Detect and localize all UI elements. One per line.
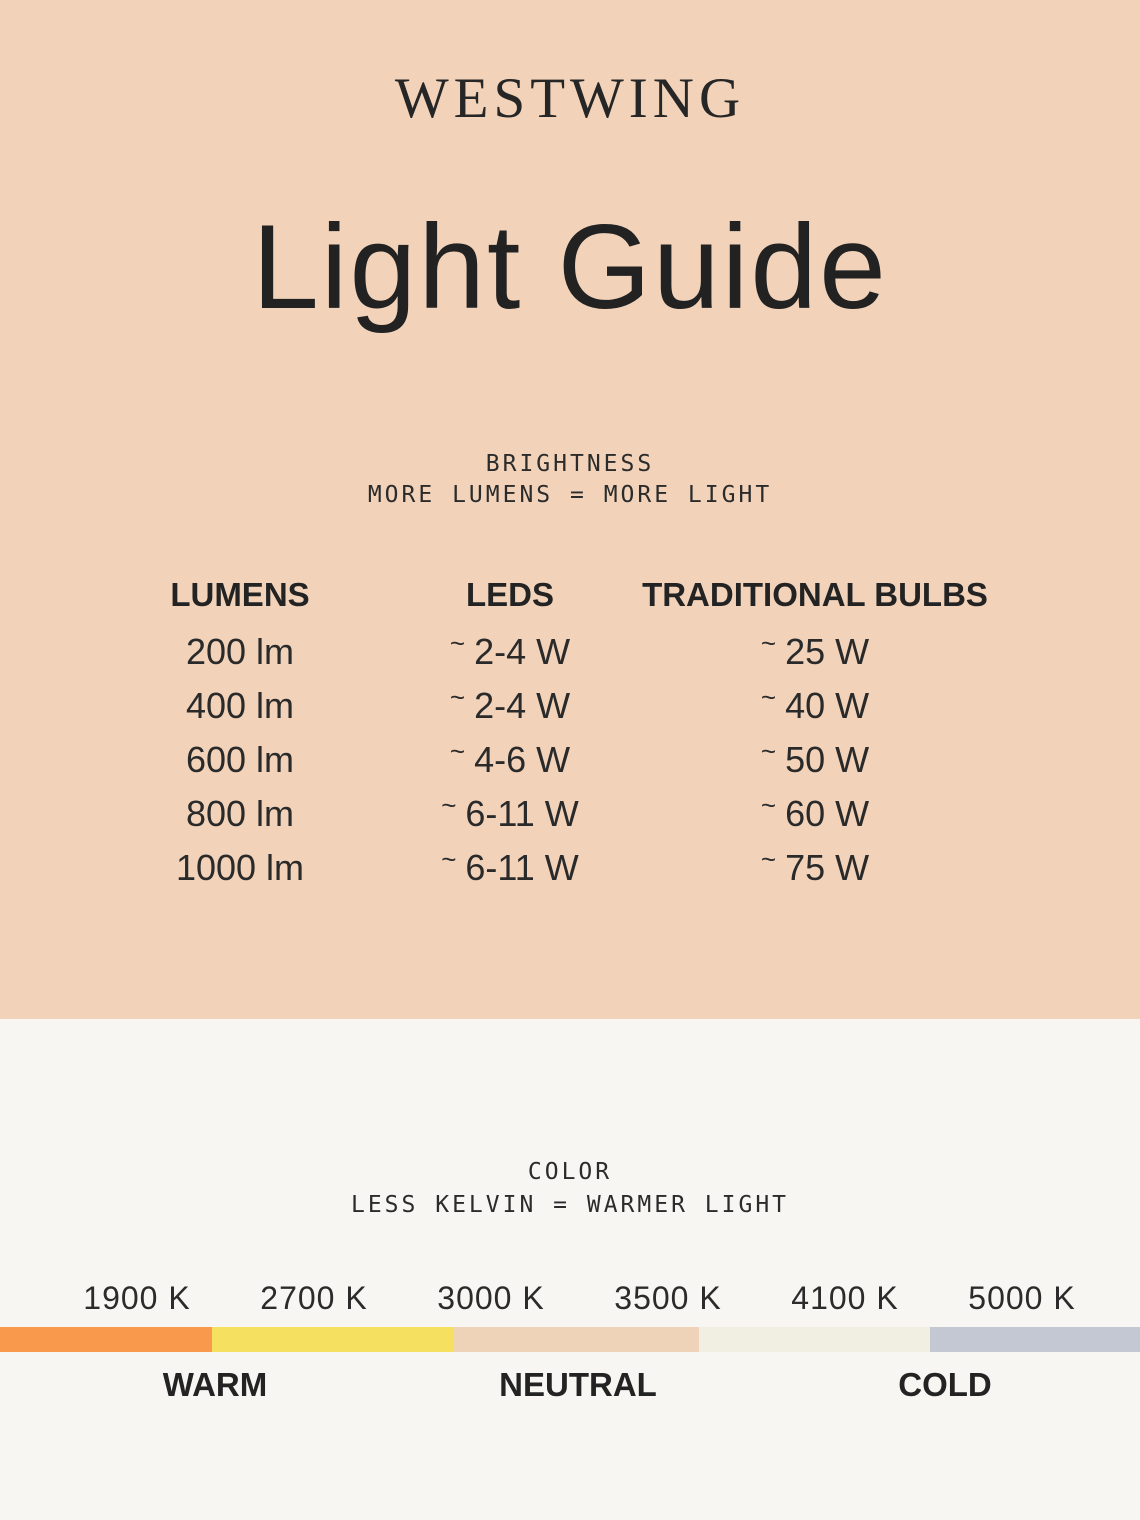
leds-watts: 6-11 W [465, 793, 579, 834]
bulbs-watts: 40 W [785, 685, 870, 726]
bulbs-watts: 60 W [785, 793, 870, 834]
westwing-logo: WESTWING [394, 67, 746, 130]
color-temperature-section [0, 1019, 1140, 1520]
neutral-label: NEUTRAL [499, 1366, 657, 1403]
approx-tilde: ~ [760, 843, 777, 874]
brightness-subheading: MORE LUMENS = MORE LIGHT [367, 482, 773, 508]
approx-tilde: ~ [449, 735, 466, 766]
scale-segment-warm-orange [0, 1327, 212, 1352]
color-temperature-scale-bar [0, 1327, 1140, 1352]
scale-segment-warm-yellow [212, 1327, 453, 1352]
approx-tilde: ~ [760, 681, 777, 712]
bulbs-watts: 75 W [785, 847, 870, 888]
bulbs-value [630, 841, 1000, 895]
kelvin-label: 5000 K [968, 1280, 1076, 1316]
kelvin-scale-labels [0, 1279, 1140, 1317]
temperature-labels [0, 1366, 1140, 1404]
kelvin-label: 1900 K [83, 1280, 191, 1316]
brightness-heading-block [0, 449, 1140, 511]
approx-tilde: ~ [449, 627, 466, 658]
page-title: Light Guide [252, 200, 888, 334]
approx-tilde: ~ [441, 789, 457, 820]
bulbs-value [630, 679, 1000, 733]
bulbs-value [630, 733, 1000, 787]
leds-watts: 4-6 W [474, 739, 571, 780]
approx-tilde: ~ [449, 681, 466, 712]
approx-tilde: ~ [441, 843, 457, 874]
leds-watts: 2-4 W [474, 685, 571, 726]
bulbs-watts: 25 W [785, 631, 870, 672]
lumens-value: 800 lm [185, 793, 295, 834]
leds-value [390, 787, 630, 841]
color-heading: COLOR [527, 1159, 613, 1185]
leds-value [390, 625, 630, 679]
approx-tilde: ~ [760, 735, 777, 766]
leds-value [390, 733, 630, 787]
scale-segment-cold-blue [930, 1327, 1140, 1352]
column-header-traditional-bulbs: TRADITIONAL BULBS [642, 576, 988, 613]
leds-value [390, 679, 630, 733]
bulbs-value [630, 787, 1000, 841]
lumens-value: 200 lm [185, 631, 295, 672]
leds-watts: 2-4 W [474, 631, 571, 672]
bulbs-watts: 50 W [785, 739, 870, 780]
lumens-value: 600 lm [185, 739, 295, 780]
color-heading-block [0, 1156, 1140, 1222]
brightness-table [90, 565, 1000, 895]
leds-value [390, 841, 630, 895]
warm-label: WARM [162, 1366, 268, 1403]
color-subheading: LESS KELVIN = WARMER LIGHT [350, 1192, 790, 1218]
scale-segment-neutral-cream [699, 1327, 930, 1352]
bulbs-value [630, 625, 1000, 679]
scale-segment-neutral-peach [453, 1327, 699, 1352]
lumens-value: 1000 lm [175, 847, 305, 888]
kelvin-label: 3500 K [614, 1280, 722, 1316]
approx-tilde: ~ [760, 789, 777, 820]
approx-tilde: ~ [760, 627, 777, 658]
kelvin-label: 4100 K [791, 1280, 899, 1316]
lumens-value: 400 lm [185, 685, 295, 726]
kelvin-label: 2700 K [260, 1280, 368, 1316]
kelvin-label: 3000 K [437, 1280, 545, 1316]
cold-label: COLD [898, 1366, 992, 1403]
brightness-heading: BRIGHTNESS [485, 451, 655, 477]
column-header-lumens: LUMENS [170, 576, 310, 613]
leds-watts: 6-11 W [465, 847, 579, 888]
column-header-leds: LEDS [465, 576, 554, 613]
